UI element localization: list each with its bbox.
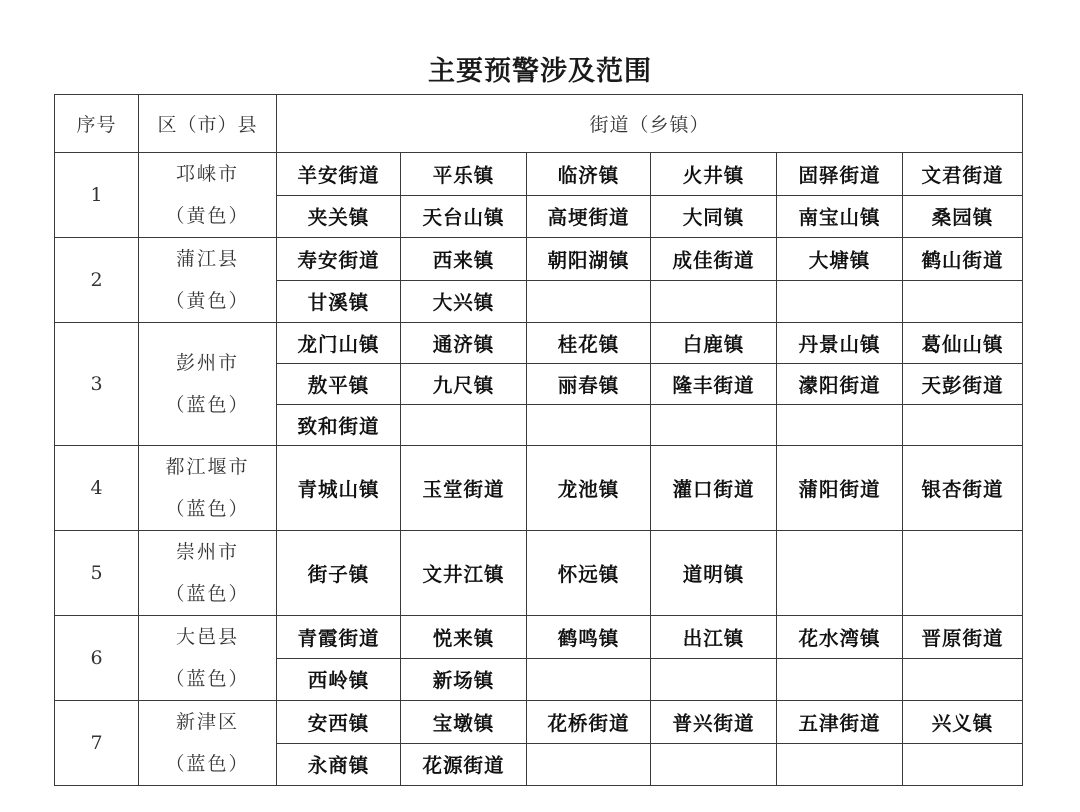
town-cell: 银杏街道 (903, 446, 1023, 531)
town-cell: 文井江镇 (401, 531, 527, 616)
town-cell: 安西镇 (277, 701, 401, 744)
town-cell: 高埂街道 (527, 195, 651, 238)
town-cell: 大同镇 (651, 195, 777, 238)
town-cell: 平乐镇 (401, 153, 527, 196)
warning-level: （蓝色） (165, 583, 250, 605)
town-cell: 花水湾镇 (777, 616, 903, 659)
county-cell (139, 323, 277, 446)
county-name: 邛崃市 (175, 163, 239, 185)
town-cell (777, 658, 903, 701)
town-cell (401, 405, 527, 446)
table-header-row (55, 95, 1023, 153)
town-cell (903, 743, 1023, 786)
town-cell: 灌口街道 (651, 446, 777, 531)
county-cell (139, 531, 277, 616)
county-name: 新津区 (175, 711, 239, 733)
town-cell: 宝墩镇 (401, 701, 527, 744)
town-cell: 文君街道 (903, 153, 1023, 196)
table-row (55, 446, 1023, 531)
town-cell: 鹤鸣镇 (527, 616, 651, 659)
town-cell: 敖平镇 (277, 364, 401, 405)
table-row (55, 616, 1023, 659)
county-name: 大邑县 (175, 626, 239, 648)
town-cell: 濛阳街道 (777, 364, 903, 405)
row-seq: 7 (55, 701, 139, 786)
town-cell: 大塘镇 (777, 238, 903, 281)
town-cell: 新场镇 (401, 658, 527, 701)
town-cell (527, 743, 651, 786)
town-cell: 玉堂街道 (401, 446, 527, 531)
town-cell: 晋原街道 (903, 616, 1023, 659)
county-name: 彭州市 (175, 352, 239, 374)
town-cell: 鹤山街道 (903, 238, 1023, 281)
county-name: 蒲江县 (175, 248, 239, 270)
town-cell: 甘溪镇 (277, 280, 401, 323)
table-row (55, 701, 1023, 744)
warning-level: （黄色） (165, 205, 250, 227)
town-cell: 隆丰街道 (651, 364, 777, 405)
county-cell (139, 616, 277, 701)
town-cell: 永商镇 (277, 743, 401, 786)
town-cell (651, 658, 777, 701)
town-cell (903, 531, 1023, 616)
county-cell (139, 446, 277, 531)
table-row (55, 531, 1023, 616)
town-cell: 西来镇 (401, 238, 527, 281)
town-cell: 悦来镇 (401, 616, 527, 659)
table-row (55, 238, 1023, 281)
town-cell: 普兴街道 (651, 701, 777, 744)
page-title: 主要预警涉及范围 (428, 56, 652, 87)
warning-level: （蓝色） (165, 668, 250, 690)
town-cell: 龙门山镇 (277, 323, 401, 364)
county-name: 都江堰市 (165, 456, 250, 478)
town-cell: 临济镇 (527, 153, 651, 196)
town-cell: 蒲阳街道 (777, 446, 903, 531)
warning-level: （蓝色） (165, 498, 250, 520)
town-cell: 街子镇 (277, 531, 401, 616)
warning-level: （蓝色） (165, 753, 250, 775)
county-cell (139, 701, 277, 786)
town-cell: 葛仙山镇 (903, 323, 1023, 364)
town-cell: 西岭镇 (277, 658, 401, 701)
town-cell (903, 405, 1023, 446)
header-county: 区（市）县 (139, 95, 277, 153)
town-cell (777, 743, 903, 786)
town-cell: 丹景山镇 (777, 323, 903, 364)
town-cell: 固驿街道 (777, 153, 903, 196)
town-cell: 青霞街道 (277, 616, 401, 659)
town-cell: 龙池镇 (527, 446, 651, 531)
town-cell: 兴义镇 (903, 701, 1023, 744)
town-cell (777, 531, 903, 616)
town-cell: 成佳街道 (651, 238, 777, 281)
town-cell (527, 658, 651, 701)
table-row (55, 323, 1023, 364)
town-cell: 花源街道 (401, 743, 527, 786)
header-streets: 街道（乡镇） (277, 95, 1023, 153)
town-cell: 南宝山镇 (777, 195, 903, 238)
town-cell: 九尺镇 (401, 364, 527, 405)
town-cell (777, 280, 903, 323)
town-cell: 五津街道 (777, 701, 903, 744)
town-cell: 青城山镇 (277, 446, 401, 531)
town-cell (527, 405, 651, 446)
table-row (55, 153, 1023, 196)
row-seq: 1 (55, 153, 139, 238)
town-cell: 羊安街道 (277, 153, 401, 196)
warning-level: （黄色） (165, 290, 250, 312)
town-cell (903, 280, 1023, 323)
row-seq: 3 (55, 323, 139, 446)
town-cell: 桂花镇 (527, 323, 651, 364)
town-cell: 朝阳湖镇 (527, 238, 651, 281)
row-seq: 2 (55, 238, 139, 323)
town-cell (651, 743, 777, 786)
town-cell: 夹关镇 (277, 195, 401, 238)
town-cell: 寿安街道 (277, 238, 401, 281)
town-cell: 火井镇 (651, 153, 777, 196)
county-name: 崇州市 (175, 541, 239, 563)
town-cell: 致和街道 (277, 405, 401, 446)
row-seq: 6 (55, 616, 139, 701)
town-cell: 桑园镇 (903, 195, 1023, 238)
town-cell (651, 405, 777, 446)
town-cell: 白鹿镇 (651, 323, 777, 364)
town-cell: 大兴镇 (401, 280, 527, 323)
town-cell (527, 280, 651, 323)
row-seq: 4 (55, 446, 139, 531)
town-cell: 天彭街道 (903, 364, 1023, 405)
town-cell: 丽春镇 (527, 364, 651, 405)
county-cell (139, 153, 277, 238)
table-body (55, 153, 1023, 786)
warning-level: （蓝色） (165, 394, 250, 416)
warning-scope-table (54, 94, 1023, 786)
header-seq: 序号 (55, 95, 139, 153)
town-cell: 出江镇 (651, 616, 777, 659)
town-cell: 天台山镇 (401, 195, 527, 238)
town-cell: 怀远镇 (527, 531, 651, 616)
town-cell: 通济镇 (401, 323, 527, 364)
town-cell: 道明镇 (651, 531, 777, 616)
town-cell (651, 280, 777, 323)
county-cell (139, 238, 277, 323)
row-seq: 5 (55, 531, 139, 616)
town-cell (903, 658, 1023, 701)
town-cell: 花桥街道 (527, 701, 651, 744)
town-cell (777, 405, 903, 446)
